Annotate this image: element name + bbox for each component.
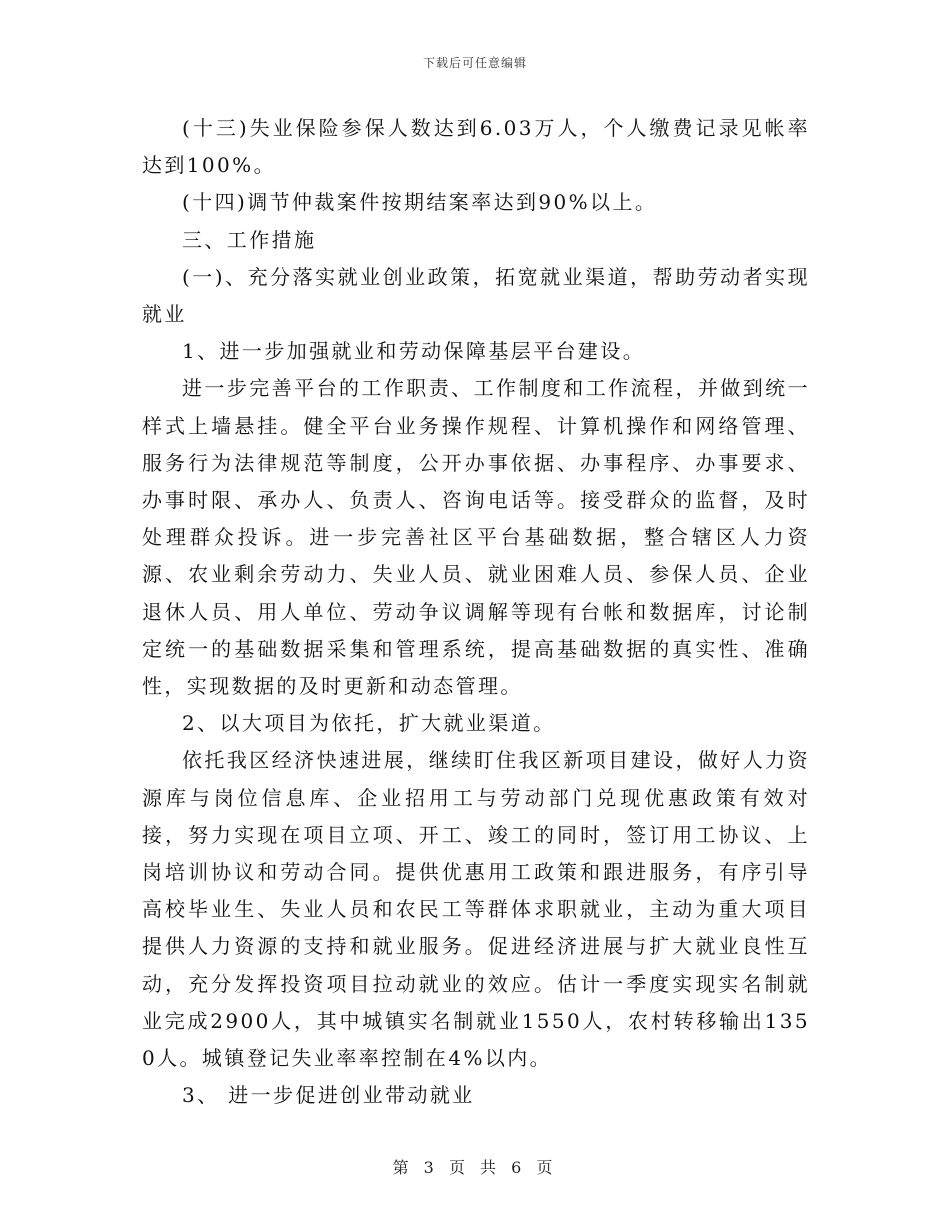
- page-header: 下载后可任意编辑: [422, 56, 527, 70]
- paragraph-platform: 进一步完善平台的工作职责、工作制度和工作流程，并做到统一样式上墙悬挂。健全平台业务操作规程、计算机操作和网络管理、服务行为法律规范等制度，公开办事依据、办事程序、办事要求、办事时限、承办人、负责人、咨询电话等。接受群众的监督，及时处理群众投诉。进一步完善社区平台基础数据，整合辖区人力资源、农业剩余劳动力、失业人员、就业困难人员、参保人员、企业退休人员、用人单位、劳动争议调解等现有台帐和数据库，讨论制定统一的基础数据采集和管理系统，提高基础数据的真实性、准确性，实现数据的及时更新和动态管理。: [142, 376, 810, 699]
- page-footer: 第 3 页 共 6 页: [392, 1158, 558, 1177]
- section-heading: 三、工作措施: [182, 227, 317, 252]
- item-heading-3: 3、 进一步促进创业带动就业: [182, 1083, 475, 1108]
- item-heading-1: 1、进一步加强就业和劳动保障基层平台建设。: [182, 339, 646, 364]
- paragraph-1: (十三)失业保险参保人数达到6.03万人，个人缴费记录见帐率达到100%。: [142, 116, 810, 178]
- paragraph-projects: 依托我区经济快速进展，继续盯住我区新项目建设，做好人力资源库与岗位信息库、企业招用工与劳动部门兑现优惠政策有效对接，努力实现在项目立项、开工、竣工的同时，签订用工协议、上岗培训协议和劳动合同。提供优惠用工政策和跟进服务，有序引导高校毕业生、失业人员和农民工等群体求职就业，主动为重大项目提供人力资源的支持和就业服务。促进经济进展与扩大就业良性互动，充分发挥投资项目拉动就业的效应。估计一季度实现实名制就业完成2900人，其中城镇实名制就业1550人，农村转移输出1350人。城镇登记失业率率控制在4%以内。: [142, 748, 810, 1071]
- paragraph-2: (十四)调节仲裁案件按期结案率达到90%以上。: [182, 190, 658, 215]
- item-heading-2: 2、以大项目为依托，扩大就业渠道。: [182, 711, 556, 736]
- subsection-heading: (一)、充分落实就业创业政策，拓宽就业渠道，帮助劳动者实现就业: [142, 264, 810, 327]
- document-body: [142, 110, 810, 1114]
